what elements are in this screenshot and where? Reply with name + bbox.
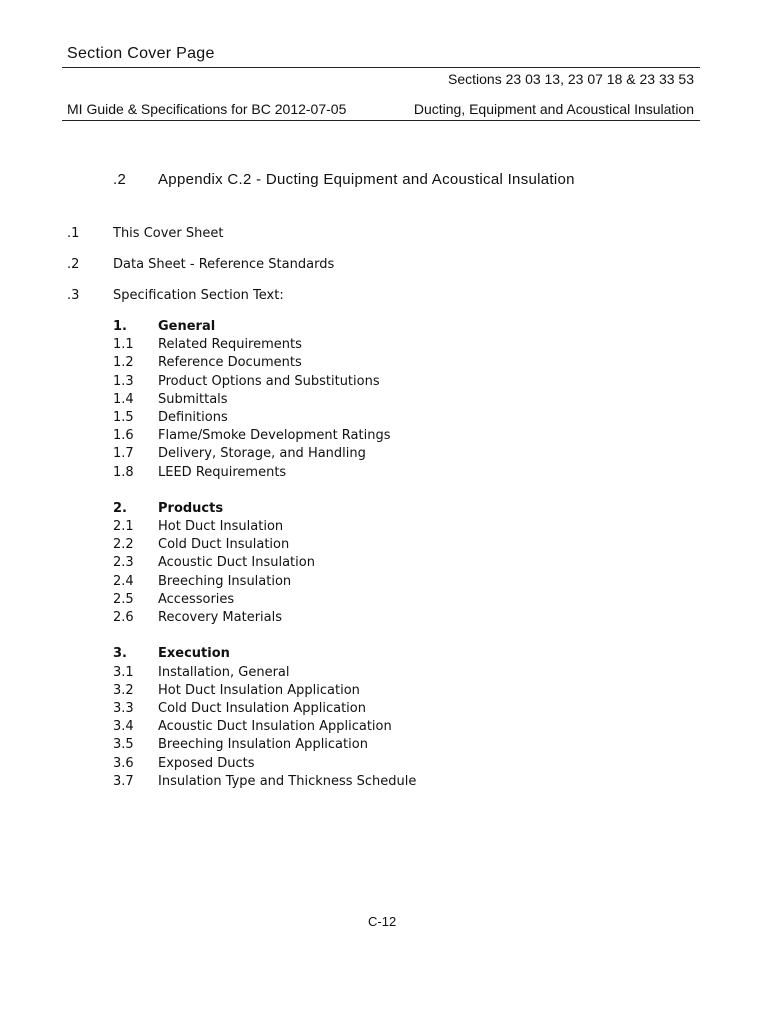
outline-entry-number: 3.1	[113, 664, 134, 680]
outline-entry-text: Recovery Materials	[158, 610, 282, 625]
item-text: Data Sheet - Reference Standards	[113, 257, 335, 272]
header-sections: Sections 23 03 13, 23 07 18 & 23 33 53	[448, 71, 694, 87]
outline-entry-number: 1.1	[113, 337, 134, 353]
outline-entry-number: 1.7	[113, 446, 134, 462]
outline-group	[113, 318, 533, 482]
outline-entry	[113, 573, 533, 591]
outline-entry-text: Cold Duct Insulation Application	[158, 700, 366, 716]
outline-heading-number: 1.	[113, 319, 127, 334]
outline-entry-number: 3.2	[113, 682, 134, 698]
outline-heading-number: 3.	[113, 646, 127, 662]
outline-heading-title: Products	[158, 500, 224, 516]
outline-entry-text: Product Options and Substitutions	[158, 373, 380, 389]
outline-entry	[113, 664, 533, 682]
outline-entry-number: 3.3	[113, 700, 134, 716]
header-subject: Ducting, Equipment and Acoustical Insulation	[413, 101, 694, 117]
outline-heading-title: General	[158, 319, 216, 334]
outline-entry	[113, 391, 533, 409]
outline-entry	[113, 591, 533, 609]
outline-entry-number: 1.2	[113, 355, 134, 371]
outline-entry-text: Hot Duct Insulation	[158, 519, 284, 535]
page-number: C-12	[368, 914, 397, 929]
outline-entry-number: 1.4	[113, 391, 134, 407]
outline-entry-text: Accessories	[158, 591, 235, 607]
outline-entry-text: Insulation Type and Thickness Schedule	[158, 773, 417, 789]
outline-entry	[113, 536, 533, 554]
outline-heading	[113, 318, 533, 336]
outline-entry-number: 1.5	[113, 409, 134, 425]
outline-heading-number: 2.	[113, 500, 127, 516]
outline-entry-text: Related Requirements	[158, 337, 302, 353]
page-title: Section Cover Page	[67, 45, 215, 62]
outline-entry-number: 1.3	[113, 373, 134, 389]
outline-group	[113, 500, 533, 627]
outline-entry	[113, 718, 533, 736]
item-text: This Cover Sheet	[113, 226, 224, 241]
outline-entry-number: 2.6	[113, 610, 134, 625]
outline-entry	[113, 609, 533, 627]
outline-entry	[113, 464, 533, 482]
outline-entry-text: Exposed Ducts	[158, 755, 255, 771]
outline-entry	[113, 682, 533, 700]
outline-entry	[113, 736, 533, 754]
outline-entry-text: Acoustic Duct Insulation	[158, 555, 315, 571]
header-divider-bottom	[62, 120, 700, 121]
section-outline	[113, 318, 533, 809]
outline-entry	[113, 700, 533, 718]
outline-entry	[113, 554, 533, 572]
outline-entry-text: Definitions	[158, 409, 228, 425]
item-number: .3	[67, 288, 80, 303]
outline-group	[113, 645, 533, 791]
outline-entry-number: 2.3	[113, 555, 134, 571]
outline-entry-text: LEED Requirements	[158, 464, 287, 480]
appendix-number: .2	[113, 171, 127, 188]
header-divider-top	[62, 67, 700, 68]
outline-entry-number: 2.2	[113, 537, 134, 553]
outline-entry-text: Reference Documents	[158, 355, 302, 371]
outline-entry-text: Delivery, Storage, and Handling	[158, 446, 366, 462]
outline-entry-number: 1.6	[113, 428, 134, 444]
outline-entry-number: 2.4	[113, 573, 134, 589]
outline-entry	[113, 409, 533, 427]
outline-entry	[113, 427, 533, 445]
outline-entry-number: 3.6	[113, 755, 134, 771]
item-number: .2	[67, 257, 80, 272]
outline-entry-text: Installation, General	[158, 664, 290, 680]
outline-entry-number: 3.4	[113, 719, 134, 735]
outline-entry	[113, 445, 533, 463]
outline-entry	[113, 336, 533, 354]
outline-entry-text: Submittals	[158, 391, 228, 407]
outline-entry	[113, 354, 533, 372]
item-text: Specification Section Text:	[113, 288, 284, 303]
outline-heading-title: Execution	[158, 646, 230, 662]
outline-entry-text: Hot Duct Insulation Application	[158, 682, 360, 698]
outline-entry-text: Breeching Insulation Application	[158, 737, 368, 753]
item-number: .1	[67, 226, 80, 241]
outline-entry-text: Breeching Insulation	[158, 573, 292, 589]
outline-entry	[113, 373, 533, 391]
outline-entry-number: 2.1	[113, 519, 134, 535]
outline-entry-text: Flame/Smoke Development Ratings	[158, 428, 391, 444]
outline-entry-number: 1.8	[113, 464, 134, 480]
appendix-title: Appendix C.2 - Ducting Equipment and Acoustical Insulation	[158, 171, 575, 188]
outline-entry-number: 3.5	[113, 737, 134, 753]
outline-entry-number: 2.5	[113, 591, 134, 607]
outline-heading	[113, 645, 533, 663]
outline-entry-text: Cold Duct Insulation	[158, 537, 290, 553]
header-guide: MI Guide & Specifications for BC 2012-07-05	[67, 101, 347, 117]
outline-entry-number: 3.7	[113, 773, 134, 789]
outline-heading	[113, 500, 533, 518]
outline-entry-text: Acoustic Duct Insulation Application	[158, 719, 392, 735]
outline-entry	[113, 518, 533, 536]
outline-entry	[113, 773, 533, 791]
outline-entry	[113, 755, 533, 773]
